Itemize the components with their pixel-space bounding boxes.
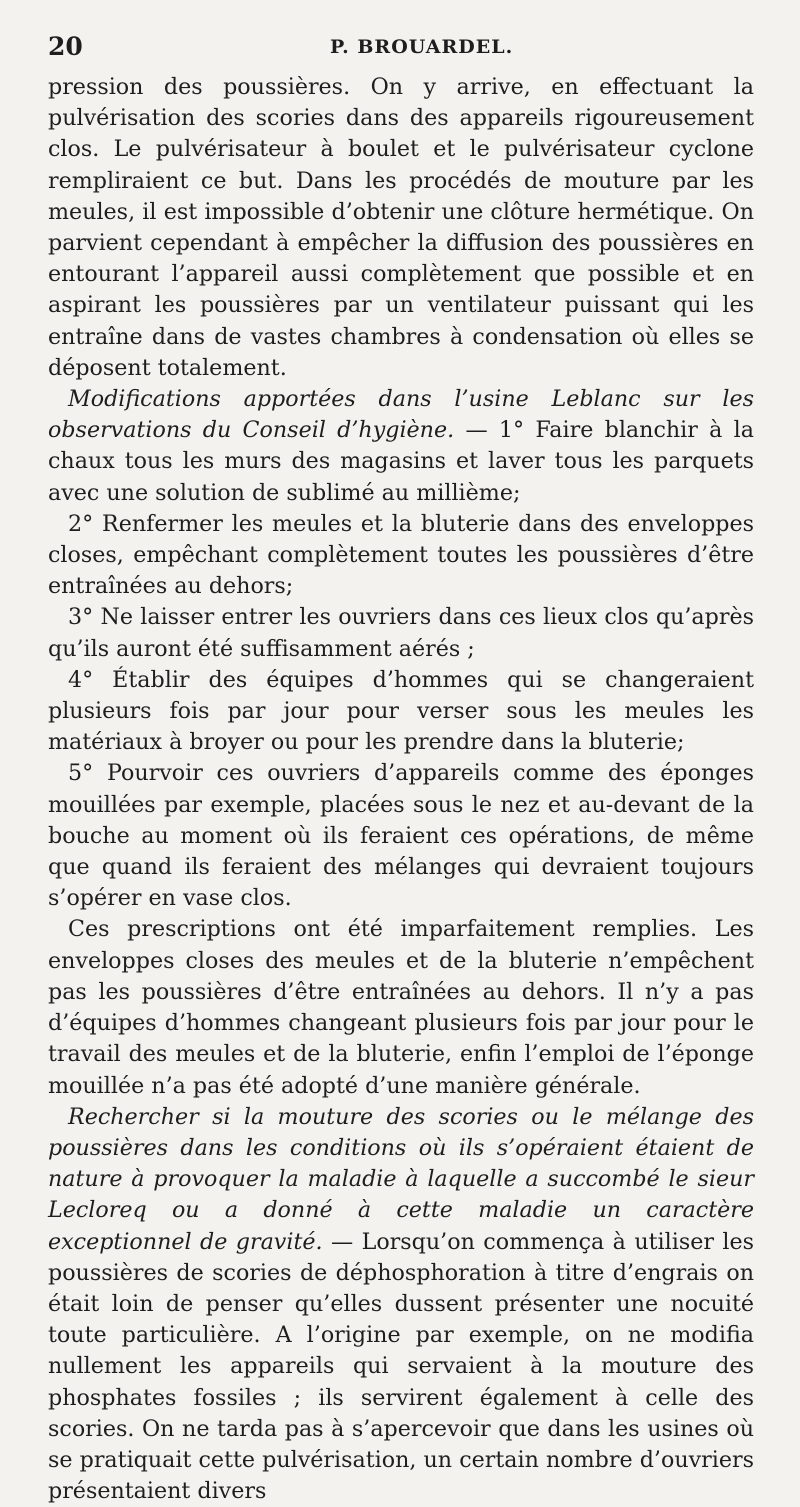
paragraph — [48, 665, 754, 759]
page-number: 20 — [48, 32, 83, 61]
italic-heading: Modifications apportées dans l’usine Leblanc sur les observations du Conseil d’hygiène. — [48, 386, 754, 444]
paragraph-text: 4° Établir des équipes d’hommes qui se changeraient plusieurs fois par jour pour verser sous les meules les matériaux à broyer ou pour les prendre dans la bluterie; — [48, 666, 754, 756]
italic-heading: Rechercher si la mouture des scories ou le mélange des poussières dans les conditions où ils s’opéraient étaient de nature à provoquer la maladie à laquelle a succombé le sieur Lecloreq ou a donné à cette maladie un caractère exceptionnel de gravité. — [48, 1103, 754, 1255]
paragraph — [48, 914, 754, 1101]
running-head: P. BROUARDEL. — [330, 36, 514, 58]
paragraph-text: 2° Renfermer les meules et la bluterie dans des enveloppes closes, empêchant complètement toutes les poussières d’être entraînées au dehors; — [48, 510, 754, 600]
paragraph-text: 5° Pourvoir ces ouvriers d’appareils comme des éponges mouillées par exemple, placées sous le nez et au-devant de la bouche au moment où ils feraient ces opérations, de même que quand ils feraient des mélanges qui devraient toujours s’opérer en vase clos. — [48, 760, 754, 912]
paragraph-text: — 1° Faire blanchir à la chaux tous les murs des magasins et laver tous les parquets avec une solution de sublimé au millième; — [48, 417, 754, 506]
paragraph — [48, 384, 754, 509]
paragraph-text: — Lorsqu’on commença à utiliser les poussières de scories de déphosphoration à titre d’engrais on était loin de penser qu’elles dussent présenter une nocuité toute particulière. A l’origine par exemple, on ne modifia nullement les appareils qui servaient à la mouture des phosphates fossiles ; ils servirent également à celle des scories. On ne tarda pas à s’apercevoir que dans les usines où se pratiquait cette pulvérisation, un certain nombre d’ouvriers présentaient divers — [48, 1228, 754, 1505]
paragraph-text: Ces prescriptions ont été imparfaitement remplies. Les enveloppes closes des meules et de la bluterie n’empêchent pas les poussières d’être entraînées au dehors. Il n’y a pas d’équipes d’hommes changeant plusieurs fois par jour pour le travail des meules et de la bluterie, enfin l’emploi de l’éponge mouillée n’a pas été adopté d’une manière générale. — [48, 916, 754, 1099]
paragraph — [48, 1102, 754, 1507]
paragraph-text: pression des poussières. On y arrive, en effectuant la pulvérisation des scories dans des appareils rigoureusement clos. Le pulvérisateur à boulet et le pulvérisateur cyclone rempliraient ce but. Dans les procédés de mouture par les meules, il est impossible d’obtenir une clôture hermétique. On parvient cependant à empêcher la diffusion des poussières en entourant l’appareil aussi complètement que possible et en aspirant les poussières par un ventilateur puissant qui les entraîne dans de vastes chambres à condensation où elles se déposent totalement. — [48, 74, 754, 381]
page-header — [0, 32, 800, 62]
paragraph — [48, 509, 754, 603]
paragraph — [48, 758, 754, 914]
paragraph — [48, 72, 754, 384]
paragraph — [48, 602, 754, 664]
body-text — [48, 72, 754, 1507]
paragraph-text: 3° Ne laisser entrer les ouvriers dans ces lieux clos qu’après qu’ils auront été suffisamment aérés ; — [48, 604, 754, 662]
